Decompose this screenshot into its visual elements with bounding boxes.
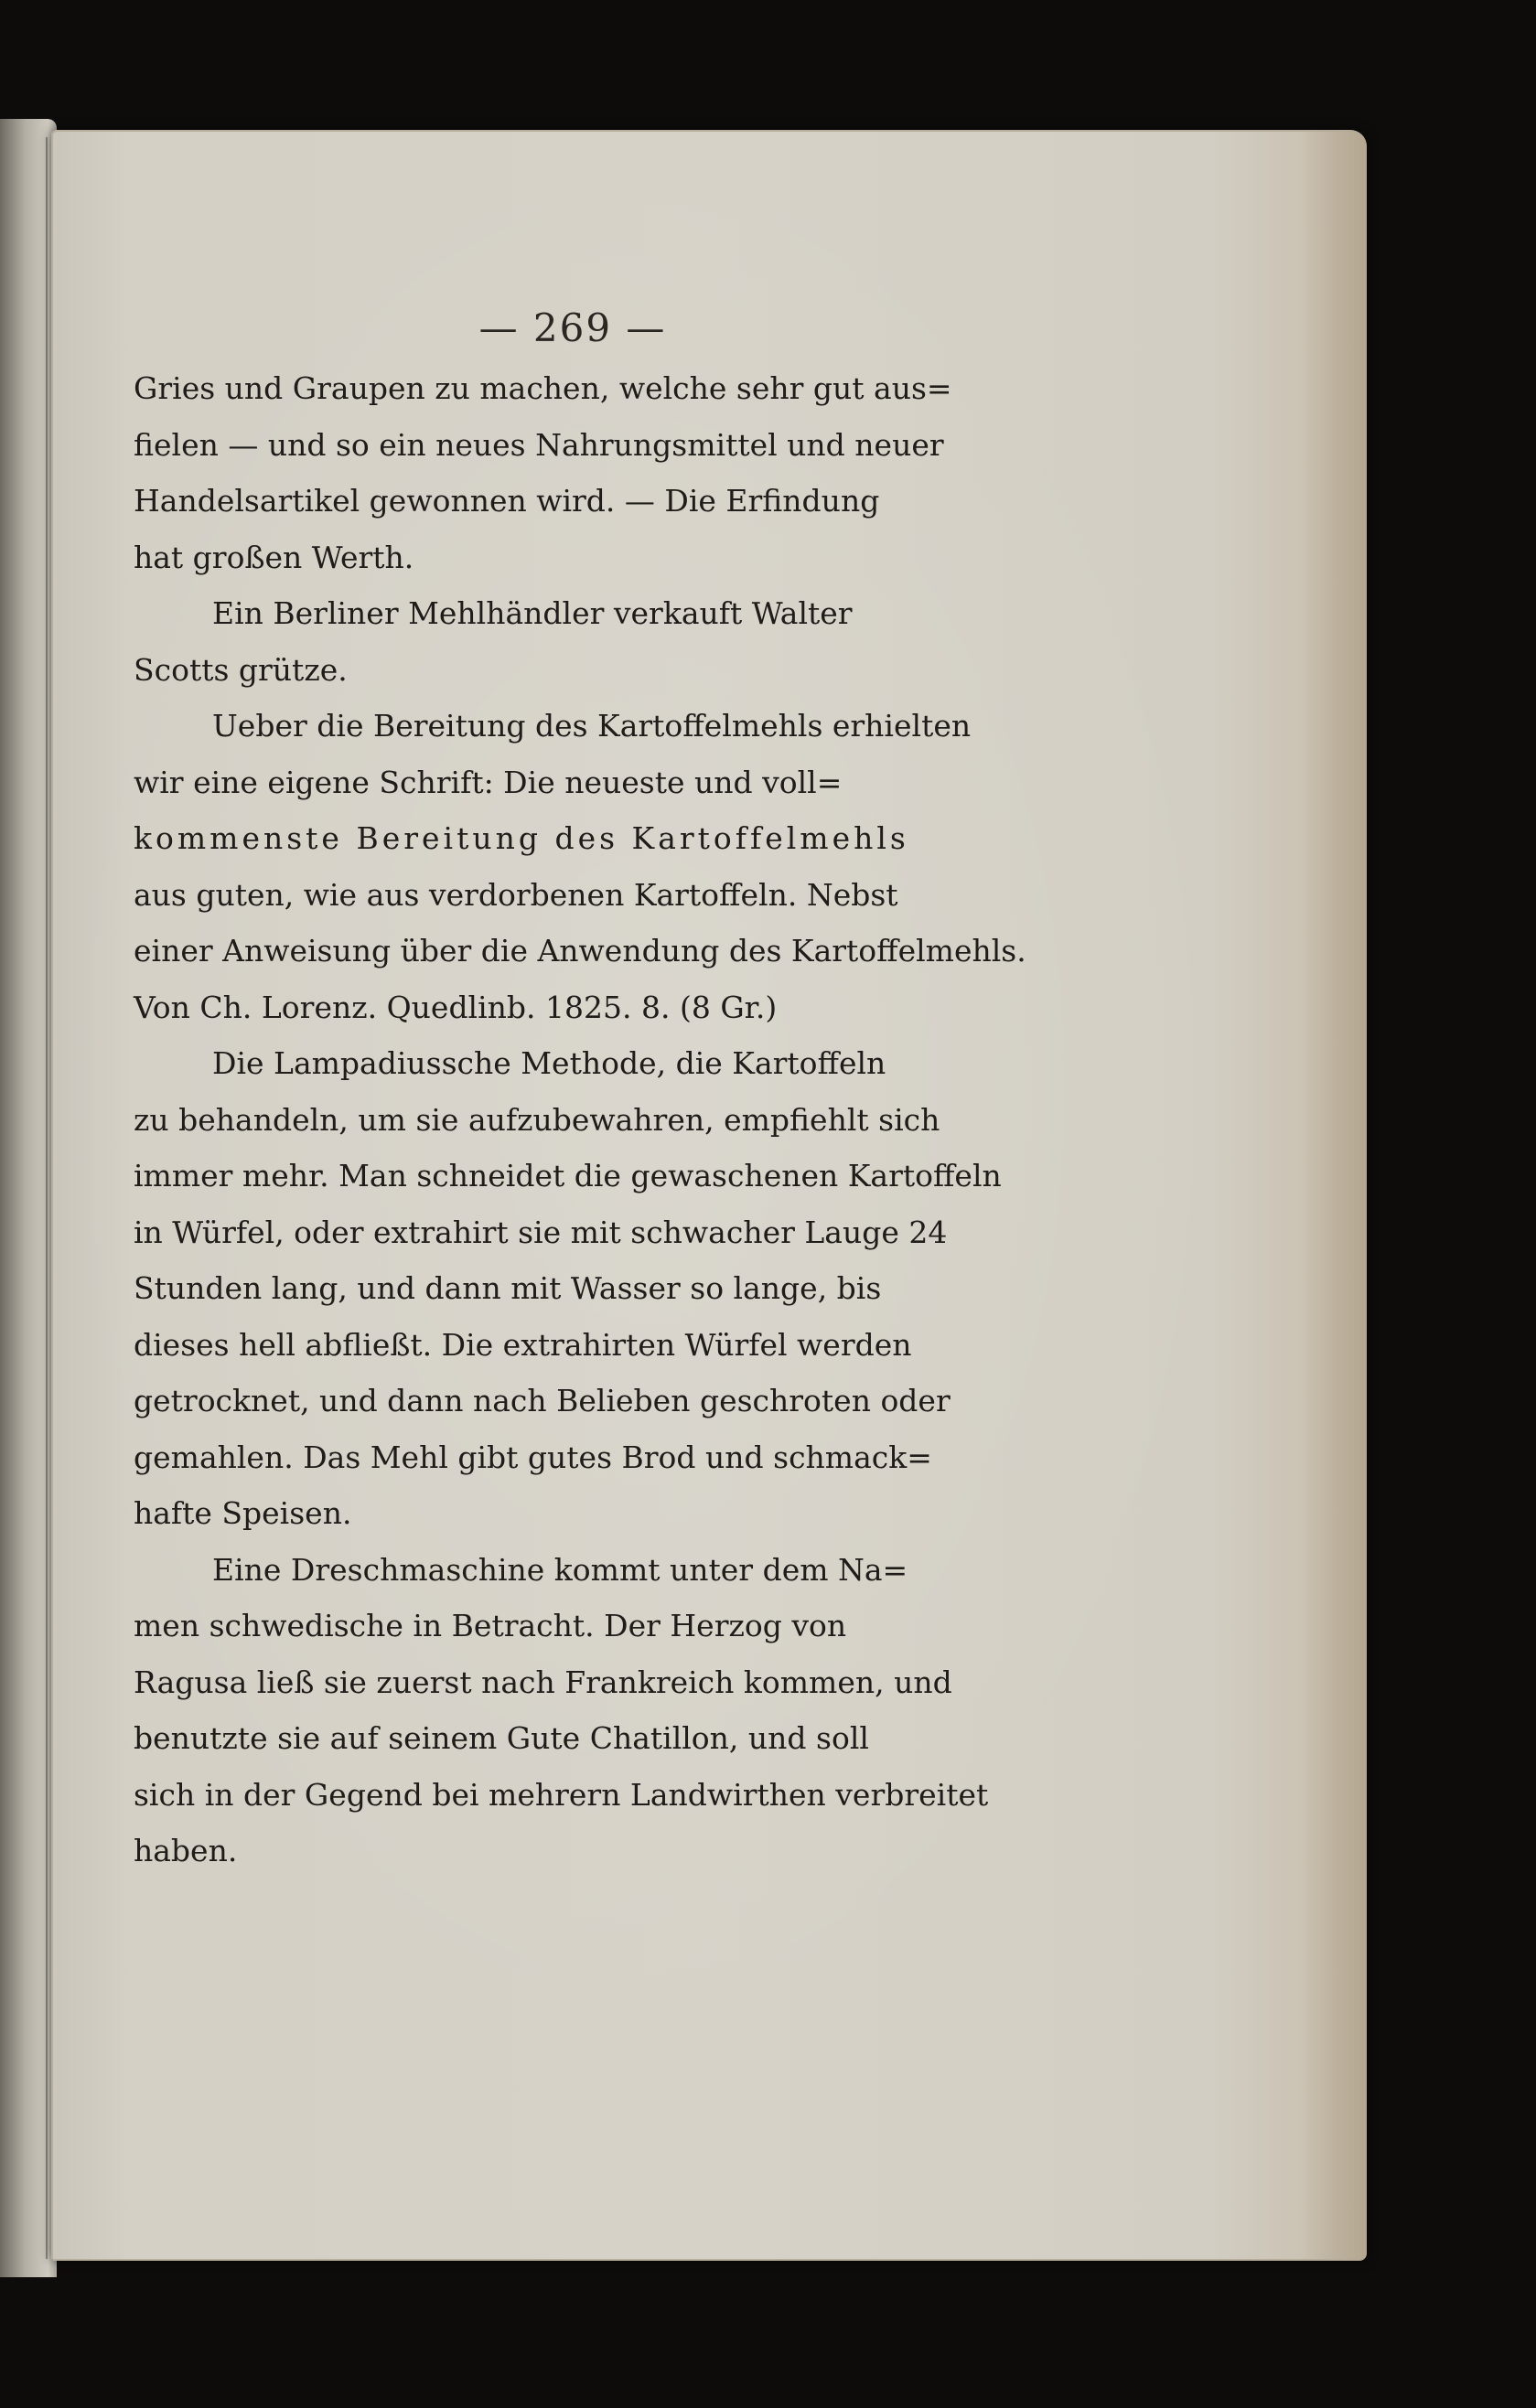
text-line: hafte Speisen.: [134, 1495, 352, 1531]
body-text: [134, 360, 1026, 1879]
text-line: aus guten, wie aus verdorbenen Kartoffeln. Nebst: [134, 876, 898, 913]
text-line: hat großen Werth.: [134, 539, 414, 575]
paragraph-5: [134, 1542, 1012, 1879]
page-edge-shading: [1303, 130, 1367, 2261]
text-line: Eine Dreschmaschine kommt unter dem Na=: [212, 1551, 908, 1588]
text-line: Gries und Graupen zu machen, welche sehr gut aus=: [134, 370, 952, 406]
text-line: gemahlen. Das Mehl gibt gutes Brod und schmack=: [134, 1439, 932, 1475]
text-line: einer Anweisung über die Anwendung des Kartoffelmehls.: [134, 933, 1026, 969]
paragraph-1: [134, 360, 1012, 585]
page-number: — 269 —: [478, 305, 667, 350]
text-line: Ragusa ließ sie zuerst nach Frankreich kommen, und: [134, 1664, 952, 1700]
text-line: Ueber die Bereitung des Kartoffelmehls erhielten: [212, 708, 972, 744]
text-line: haben.: [134, 1833, 238, 1868]
text-line: Scotts grütze.: [134, 651, 348, 688]
text-line: kommenste Bereitung des Kartoffelmehls: [134, 820, 909, 856]
text-line: fielen — und so ein neues Nahrungsmittel und neuer: [134, 426, 944, 463]
book-page: [51, 130, 1367, 2261]
text-line: Stunden lang, und dann mit Wasser so lange, bis: [134, 1270, 882, 1306]
text-line: Handelsartikel gewonnen wird. — Die Erfindung: [134, 483, 880, 519]
text-line: Die Lampadiussche Methode, die Kartoffeln: [212, 1045, 886, 1081]
paragraph-4: [134, 1035, 1012, 1542]
text-line: sich in der Gegend bei mehrern Landwirthen verbreitet: [134, 1776, 989, 1813]
text-line: zu behandeln, um sie aufzubewahren, empfiehlt sich: [134, 1101, 940, 1138]
text-line: getrocknet, und dann nach Belieben geschroten oder: [134, 1383, 951, 1418]
text-line: Von Ch. Lorenz. Quedlinb. 1825. 8. (8 Gr.): [134, 989, 778, 1025]
text-line: benutzte sie auf seinem Gute Chatillon, und soll: [134, 1720, 869, 1756]
text-line: wir eine eigene Schrift: Die neueste und voll=: [134, 764, 843, 800]
paragraph-3: [134, 698, 1026, 1035]
text-line: in Würfel, oder extrahirt sie mit schwacher Lauge 24: [134, 1214, 948, 1250]
text-line: immer mehr. Man schneidet die gewaschenen Kartoffeln: [134, 1158, 1002, 1193]
text-line: Ein Berliner Mehlhändler verkauft Walter: [212, 595, 853, 631]
paragraph-2: [134, 585, 1012, 698]
text-line: dieses hell abfließt. Die extrahirten Würfel werden: [134, 1326, 912, 1363]
text-line: men schwedische in Betracht. Der Herzog von: [134, 1608, 847, 1643]
